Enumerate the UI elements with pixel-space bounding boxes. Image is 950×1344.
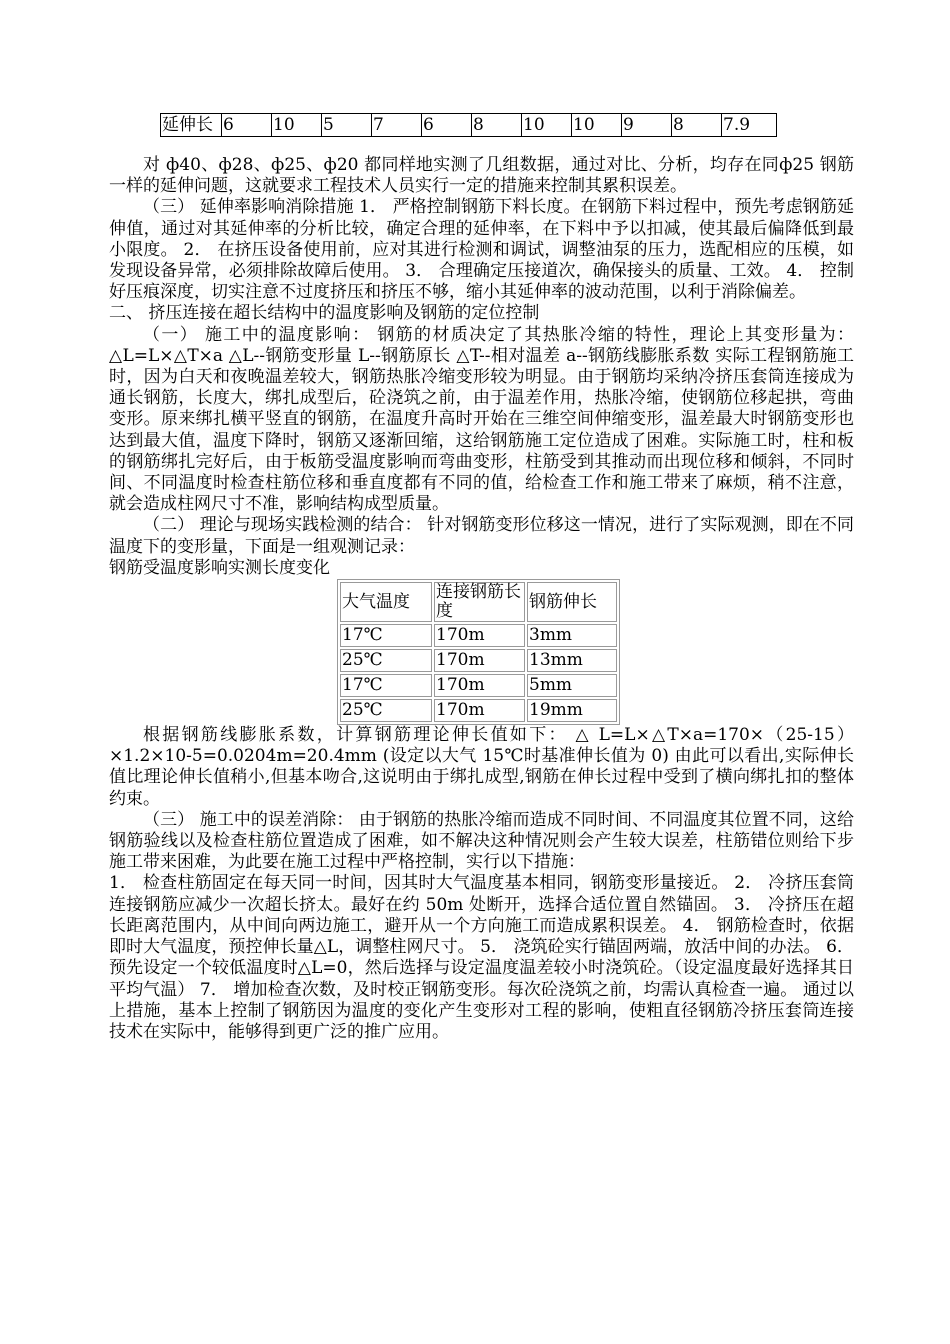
table-cell: 10 — [572, 114, 622, 137]
paragraph: （三） 施工中的误差消除： 由于钢筋的热胀冷缩而造成不同时间、不同温度其位置不同，这给钢筋验线以及检查柱筋位置造成了困难，如不解决这种情况则会产生较大误差，柱筋错位则给下步施工带来困难，为此要在施工过程中严格控制，实行以下措施： — [109, 809, 854, 873]
table-cell: 8 — [672, 114, 722, 137]
paragraph: （一） 施工中的温度影响： 钢筋的材质决定了其热胀冷缩的特性，理论上其变形量为： △L=L×△T×a △L--钢筋变形量 L--钢筋原长 △T--相对温差 a--钢筋线膨胀系数 实际工程钢筋施工时，因为白天和夜晚温差较大，钢筋热胀冷缩变形较为明显。由于钢筋均采纳冷挤压套筒连接成为通长钢筋，长度大，绑扎成型后，砼浇筑之前，由于温差作用，热胀冷缩，使钢筋位移起拱，弯曲变形。原来绑扎横平竖直的钢筋，在温度升高时开始在三维空间伸缩变形，温差最大时钢筋变形也达到最大值，温度下降时，钢筋又逐渐回缩，这给钢筋施工定位造成了困难。实际施工时，柱和板的钢筋绑扎完好后，由于板筋受温度影响而弯曲变形，柱筋受到其推动而出现位移和倾斜，不同时间、不同温度时检查柱筋位移和垂直度都有不同的值，给检查工作和施工带来了麻烦，稍不注意，就会造成柱网尺寸不准，影响结构成型质量。 — [109, 324, 854, 515]
table-cell: 7.9 — [722, 114, 777, 137]
table-row — [340, 674, 617, 697]
table-cell: 延伸长 — [161, 114, 222, 137]
table-cell: 5 — [322, 114, 372, 137]
document-body — [109, 155, 854, 1043]
table-cell: 7 — [372, 114, 422, 137]
table-cell: 8 — [472, 114, 522, 137]
table-cell: 19mm — [527, 699, 617, 722]
table-cell: 10 — [522, 114, 572, 137]
table-header-row — [340, 582, 617, 622]
table-cell: 25℃ — [340, 699, 432, 722]
table-caption: 钢筋受温度影响实测长度变化 — [109, 557, 330, 578]
header-cell: 钢筋伸长 — [527, 582, 617, 622]
table-cell: 25℃ — [340, 649, 432, 672]
table-cell: 13mm — [527, 649, 617, 672]
paragraph: 对 ф40、ф28、ф25、ф20 都同样地实测了几组数据，通过对比、分析，均存在同ф25 钢筋一样的延伸问题，这就要求工程技术人员实行一定的措施来控制其累积误差。 — [109, 155, 854, 197]
table-cell: 5mm — [527, 674, 617, 697]
paragraph: （二） 理论与现场实践检测的结合： 针对钢筋变形位移这一情况，进行了实际观测，即在不同温度下的变形量，下面是一组观测记录： — [109, 515, 854, 557]
table-cell: 17℃ — [340, 624, 432, 647]
table-row — [161, 114, 777, 137]
section-heading: 二、 挤压连接在超长结构中的温度影响及钢筋的定位控制 — [109, 303, 540, 324]
table-cell: 10 — [272, 114, 322, 137]
paragraph: 1． 检查柱筋固定在每天同一时间，因其时大气温度基本相同，钢筋变形量接近。 2． 冷挤压套筒连接钢筋应减少一次超长挤太。最好在约 50m 处断开，选择合适位置自然锚固。 3． 冷挤压在超长距离范围内，从中间向两边施工，避开从一个方向施工而造成累积误差。 4． 钢筋检查时，依据即时大气温度，预控伸长量△L，调整柱网尺寸。 5． 浇筑砼实行锚固两端，放活中间的办法。 6． 预先设定一个较低温度时△L=0，然后选择与设定温度温差较小时浇筑砼。（设定温度最好选择其日平均气温） 7． 增加检查次数，及时校正钢筋变形。每次砼浇筑之前，均需认真检查一遍。 通过以上措施，基本上控制了钢筋因为温度的变化产生变形对工程的影响，使粗直径钢筋冷挤压套筒连接技术在实际中，能够得到更广泛的推广应用。 — [109, 873, 854, 1042]
observation-table — [337, 579, 620, 725]
header-cell: 大气温度 — [340, 582, 432, 622]
table-row — [340, 699, 617, 722]
table-cell: 170m — [434, 624, 525, 647]
paragraph: 根据钢筋线膨胀系数，计算钢筋理论伸长值如下： △ L=L×△T×a=170×（25-15）×1.2×10-5=0.0204m=20.4mm (设定以大气 15℃时基准伸长值为 0) 由此可以看出,实际伸长值比理论伸长值稍小,但基本吻合,这说明由于绑扎成型,钢筋在伸长过程中受到了横向绑扎扣的整体约束。 — [109, 725, 854, 809]
elongation-table — [160, 113, 777, 137]
table-cell: 6 — [222, 114, 272, 137]
table-cell: 170m — [434, 674, 525, 697]
table-row — [340, 624, 617, 647]
table-cell: 17℃ — [340, 674, 432, 697]
table-cell: 9 — [622, 114, 672, 137]
header-cell: 连接钢筋长度 — [434, 582, 525, 622]
table-cell: 3mm — [527, 624, 617, 647]
table-cell: 170m — [434, 649, 525, 672]
table-row — [340, 649, 617, 672]
table-cell: 6 — [422, 114, 472, 137]
table-cell: 170m — [434, 699, 525, 722]
paragraph: （三） 延伸率影响消除措施 1． 严格控制钢筋下料长度。在钢筋下料过程中，预先考虑钢筋延伸值，通过对其延伸率的分析比较，确定合理的延伸率，在下料中予以扣减，使其最后偏降低到最小限度。 2． 在挤压设备使用前，应对其进行检测和调试，调整油泵的压力，选配相应的压模，如发现设备异常，必须排除故障后使用。 3． 合理确定压接道次，确保接头的质量、工效。 4． 控制好压痕深度，切实注意不过度挤压和挤压不够，缩小其延伸率的波动范围，以利于消除偏差。 — [109, 197, 854, 303]
